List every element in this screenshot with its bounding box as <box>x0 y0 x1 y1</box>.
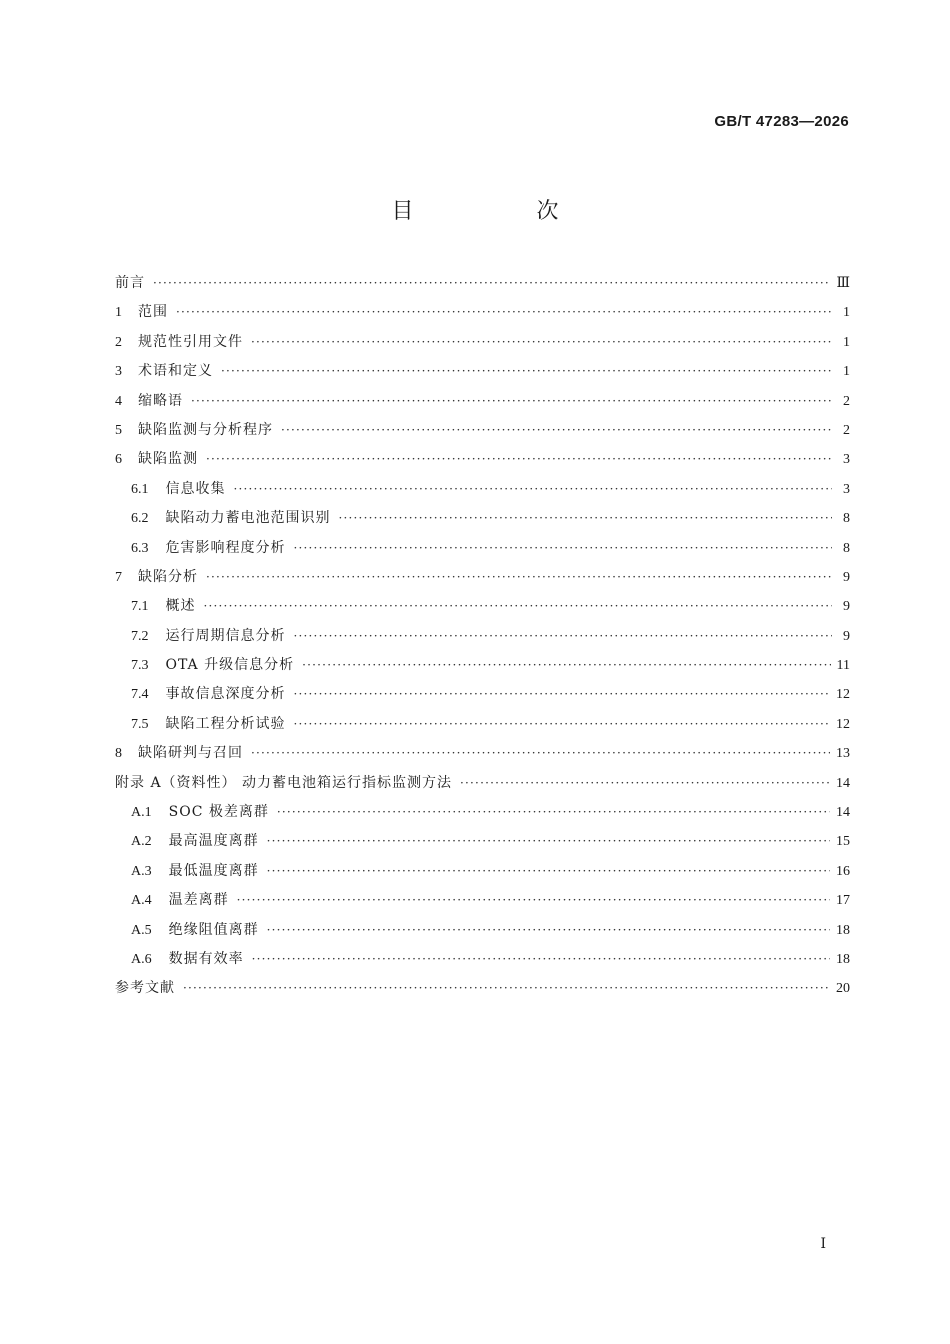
toc-dot-leader <box>294 680 831 709</box>
toc-entry[interactable] <box>115 710 850 739</box>
toc-dot-leader <box>234 475 833 504</box>
toc-dot-leader <box>267 857 830 886</box>
page-title: 目 次 <box>391 199 617 224</box>
toc-entry[interactable] <box>115 563 850 592</box>
toc-entry[interactable] <box>115 798 850 827</box>
toc-entry-number: 6.3 <box>131 540 149 556</box>
toc-entry[interactable] <box>115 592 850 621</box>
toc-entry-page: 9 <box>843 599 850 615</box>
toc-entry-number: 3 <box>115 364 122 380</box>
toc-entry-page: 13 <box>836 746 850 762</box>
toc-entry-page: 9 <box>843 628 850 644</box>
toc-dot-leader <box>294 710 831 739</box>
toc-entry[interactable] <box>115 769 850 798</box>
toc-entry-title: 附录 A（资料性） 动力蓄电池箱运行指标监测方法 <box>115 774 453 791</box>
toc-entry-page: 12 <box>836 687 850 703</box>
toc-entry-title: 数据有效率 <box>168 950 244 967</box>
toc-dot-leader <box>191 387 832 416</box>
toc-entry-number: A.4 <box>131 893 152 909</box>
toc-entry-title: 事故信息深度分析 <box>165 686 286 703</box>
toc-dot-leader <box>277 798 830 827</box>
toc-entry[interactable] <box>115 269 850 298</box>
toc-entry-title: 概述 <box>165 598 196 615</box>
table-of-contents <box>115 269 850 1004</box>
toc-entry-page: 11 <box>836 658 850 674</box>
toc-dot-leader <box>204 592 833 621</box>
toc-dot-leader <box>176 298 832 327</box>
toc-entry-title: 前言 <box>115 275 145 291</box>
toc-entry-title: 温差离群 <box>168 892 229 909</box>
toc-dot-leader <box>251 328 832 357</box>
toc-entry-number: 7.1 <box>131 599 149 615</box>
toc-entry-page: 1 <box>843 305 850 321</box>
toc-entry-page: 3 <box>843 481 850 497</box>
toc-entry-title: 术语和定义 <box>138 363 213 380</box>
toc-entry[interactable] <box>115 534 850 563</box>
toc-entry-page: 14 <box>836 775 850 791</box>
toc-entry[interactable] <box>115 651 850 680</box>
toc-entry[interactable] <box>115 945 850 974</box>
toc-entry-page: 17 <box>836 893 850 909</box>
toc-entry-number: 7.4 <box>131 687 149 703</box>
toc-entry-title: 缺陷动力蓄电池范围识别 <box>165 510 331 527</box>
toc-entry-page: 12 <box>836 716 850 732</box>
toc-entry-page: 14 <box>836 805 850 821</box>
toc-entry[interactable] <box>115 387 850 416</box>
toc-entry[interactable] <box>115 974 850 1003</box>
toc-dot-leader <box>294 622 833 651</box>
toc-entry-title: 范围 <box>138 304 168 321</box>
toc-entry-title: 最高温度离群 <box>168 833 259 850</box>
toc-dot-leader <box>460 769 830 798</box>
toc-entry-page: 1 <box>843 364 850 380</box>
toc-entry-title: 运行周期信息分析 <box>165 627 286 644</box>
toc-dot-leader <box>251 739 830 768</box>
toc-entry-number: A.1 <box>131 805 152 821</box>
toc-entry-number: A.3 <box>131 863 152 879</box>
toc-entry-page: 1 <box>843 334 850 350</box>
toc-entry[interactable] <box>115 328 850 357</box>
toc-entry-number: 6.1 <box>131 481 149 497</box>
toc-entry[interactable] <box>115 475 850 504</box>
toc-entry-title: 规范性引用文件 <box>138 333 243 350</box>
toc-entry-page: 9 <box>843 569 850 585</box>
toc-entry-number: 2 <box>115 334 122 350</box>
toc-entry-page: 18 <box>836 951 850 967</box>
toc-entry-number: 7 <box>115 569 122 585</box>
toc-entry-page: 16 <box>836 863 850 879</box>
toc-entry-title: 信息收集 <box>165 480 226 497</box>
toc-entry-page: 20 <box>836 981 850 997</box>
toc-entry-title: 缩略语 <box>138 392 183 409</box>
toc-entry-title: 绝缘阻值离群 <box>168 921 259 938</box>
toc-entry-title: 危害影响程度分析 <box>165 539 286 556</box>
toc-dot-leader <box>302 651 830 680</box>
toc-entry-number: 6.2 <box>131 511 149 527</box>
toc-entry[interactable] <box>115 739 850 768</box>
toc-entry-title: 缺陷分析 <box>138 568 198 585</box>
toc-entry-number: 7.5 <box>131 716 149 732</box>
toc-dot-leader <box>153 269 830 298</box>
toc-entry-title: 缺陷监测 <box>138 451 198 468</box>
toc-dot-leader <box>183 974 830 1003</box>
toc-dot-leader <box>281 416 832 445</box>
toc-entry-page: 18 <box>836 922 850 938</box>
toc-entry-title: OTA 升级信息分析 <box>165 657 295 674</box>
toc-entry-number: 7.3 <box>131 658 149 674</box>
standard-code: GB/T 47283—2026 <box>714 113 849 130</box>
toc-entry[interactable] <box>115 680 850 709</box>
toc-entry-number: A.2 <box>131 834 152 850</box>
toc-dot-leader <box>252 945 830 974</box>
toc-entry-number: 5 <box>115 422 122 438</box>
toc-entry-title: 最低温度离群 <box>168 862 259 879</box>
toc-dot-leader <box>294 534 833 563</box>
page-number: Ⅰ <box>820 1237 826 1252</box>
toc-entry[interactable] <box>115 298 850 327</box>
toc-entry-page: 8 <box>843 511 850 527</box>
toc-entry-page: 8 <box>843 540 850 556</box>
toc-entry-page: 3 <box>843 452 850 468</box>
toc-entry-page: 2 <box>843 422 850 438</box>
toc-entry-title: SOC 极差离群 <box>168 804 269 821</box>
toc-entry-page: 15 <box>836 834 850 850</box>
toc-entry-number: 4 <box>115 393 122 409</box>
toc-dot-leader <box>267 827 830 856</box>
toc-entry-number: 6 <box>115 452 122 468</box>
toc-entry-title: 缺陷研判与召回 <box>138 745 243 762</box>
toc-entry-page: Ⅲ <box>836 276 850 291</box>
toc-entry[interactable] <box>115 857 850 886</box>
toc-entry-number: 1 <box>115 305 122 321</box>
toc-entry[interactable] <box>115 416 850 445</box>
toc-dot-leader <box>221 357 832 386</box>
toc-entry-number: 7.2 <box>131 628 149 644</box>
toc-entry-title: 缺陷监测与分析程序 <box>138 421 273 438</box>
toc-dot-leader <box>206 563 832 592</box>
toc-dot-leader <box>237 886 830 915</box>
toc-entry[interactable] <box>115 827 850 856</box>
toc-entry[interactable] <box>115 357 850 386</box>
toc-dot-leader <box>206 445 832 474</box>
toc-entry-number: A.6 <box>131 951 152 967</box>
toc-entry-title: 参考文献 <box>115 980 175 997</box>
toc-entry-number: A.5 <box>131 922 152 938</box>
toc-entry[interactable] <box>115 916 850 945</box>
toc-dot-leader <box>267 916 830 945</box>
toc-entry[interactable] <box>115 445 850 474</box>
toc-dot-leader <box>339 504 833 533</box>
toc-entry[interactable] <box>115 886 850 915</box>
toc-entry-page: 2 <box>843 393 850 409</box>
toc-entry-number: 8 <box>115 746 122 762</box>
toc-entry[interactable] <box>115 622 850 651</box>
toc-entry-title: 缺陷工程分析试验 <box>165 715 286 732</box>
toc-entry[interactable] <box>115 504 850 533</box>
